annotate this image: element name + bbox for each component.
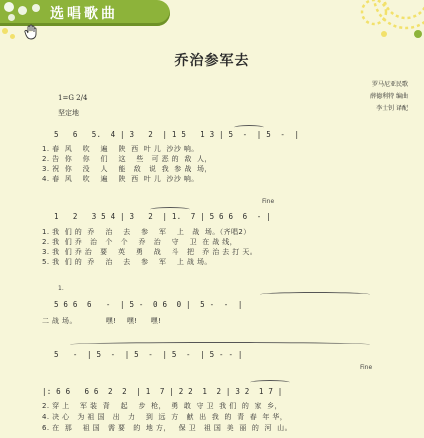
tempo-marking: 坚定地: [58, 109, 79, 117]
notation-row-2: 1 2 3 5 4 | 3 2 | 1. 7 | 5 6 6 6 - |: [54, 212, 271, 221]
slur-mark: [260, 292, 370, 297]
dot-icon: [2, 28, 8, 34]
fine-marker: Fine: [360, 364, 373, 371]
lyric-line: 1. 我 们 的 乔 治 去 参 军 上 战 场。（齐唱2）: [42, 228, 251, 236]
slur-mark: [150, 207, 190, 212]
lyric-line: 6. 在 那 祖 国 需 要 的 地 方， 保 卫 祖 国 美 丽 的 河 山。: [42, 424, 292, 432]
lyric-line: 3. 祝 你 没 人 能 敌 说 我 参 战 场，: [42, 165, 212, 173]
lyric-line: 4. 春 风 吹 遍 陕 西 叶 儿 沙沙 响。: [42, 175, 199, 183]
song-title: 乔治参军去: [174, 53, 250, 69]
slur-mark: [234, 125, 264, 130]
lyric-line: 4. 决 心 为 祖 国 出 力 到 远 方 献 出 我 的 青 春 年 华，: [42, 413, 288, 421]
key-signature: 1=G 2/4: [58, 94, 88, 102]
song-lyricist: 李士钊 译配: [376, 105, 408, 112]
dot-icon: [8, 14, 15, 21]
slur-mark: [250, 380, 290, 385]
hand-cursor-icon: [23, 24, 39, 40]
lyric-line: 2. 告 你 你 们 这 些 可 恶 的 敌 人，: [42, 155, 212, 163]
lyric-line: 二 战 场。 嘿! 嘿! 嘿!: [42, 317, 162, 325]
lyric-line: 2. 我 们 乔 治 个 个 乔 治 守 卫 在 战 线，: [42, 238, 238, 246]
lyric-line: 5. 我 们 的 乔 治 去 参 军 上 战 场。: [42, 258, 212, 266]
song-arranger: 薛德利特 编曲: [370, 93, 408, 100]
lyric-line: 1. 春 风 吹 遍 陕 西 叶 儿 沙沙 响。: [42, 145, 199, 153]
banner-label: 选唱歌曲: [50, 6, 118, 22]
decorative-rings-right: [314, 0, 424, 48]
notation-row-3: 5 6 6 6 - | 5 - 0 6 0 | 5 - - |: [54, 300, 243, 309]
dot-icon: [18, 6, 27, 15]
section-marker: Fine: [262, 198, 275, 205]
notation-row-1: 5 6 5. 4 | 3 2 | 1 5 1 3 | 5 - | 5 - |: [54, 130, 300, 139]
dot-icon: [4, 2, 14, 12]
dot-icon: [10, 34, 15, 39]
slur-mark: [70, 342, 370, 347]
lyric-line: 3. 我 们 乔 治 要 英 勇 战 斗 把 乔 治 去 打 天。: [42, 248, 258, 256]
lyric-line: 2. 穿 上 军 装 背 起 步 枪， 勇 敢 守 卫 我 们 的 家 乡，: [42, 402, 282, 410]
notation-row-5: |: 6 6 6 6 2 2 | 1 7 | 2 2 1 2 | 3 2 1 7 |: [42, 387, 283, 396]
notation-row-4: 5 - | 5 - | 5 - | 5 - | 5 - - |: [54, 350, 243, 359]
volta-marker: 1.: [58, 285, 64, 292]
dot-icon: [32, 4, 40, 12]
song-origin: 罗马尼亚民歌: [371, 81, 408, 88]
